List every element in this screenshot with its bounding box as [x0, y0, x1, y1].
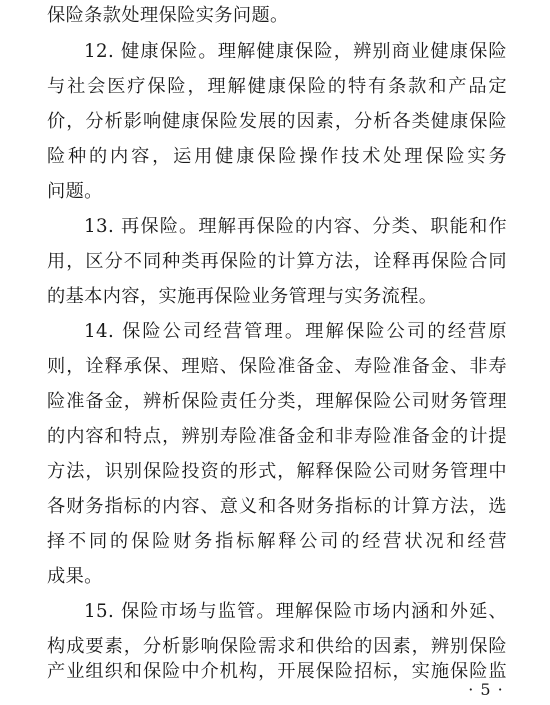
text-line: 择不同的保险财务指标解释公司的经营状况和经营 — [47, 531, 507, 552]
section-13-heading-line: 13. 再保险。理解再保险的内容、分类、职能和作 — [84, 216, 507, 237]
text-line: 产业组织和保险中介机构，开展保险招标，实施保险监 — [47, 661, 507, 682]
section-15-heading-line: 15. 保险市场与监管。理解保险市场内涵和外延、 — [84, 601, 507, 622]
text-line: 问题。 — [47, 181, 103, 202]
text-line: 方法，识别保险投资的形式，解释保险公司财务管理中 — [47, 461, 507, 482]
text-line: 各财务指标的内容、意义和各财务指标的计算方法，选 — [47, 496, 507, 517]
text-line: 价，分析影响健康保险发展的因素，分析各类健康保险 — [47, 111, 507, 132]
text-line: 则，诠释承保、理赔、保险准备金、寿险准备金、非寿 — [47, 356, 507, 377]
text-line: 险种的内容，运用健康保险操作技术处理保险实务 — [47, 146, 507, 167]
text-line: 用，区分不同种类再保险的计算方法，诠释再保险合同 — [47, 251, 507, 272]
text-line: 险准备金，辨析保险责任分类，理解保险公司财务管理 — [47, 391, 507, 412]
page-number: · 5 · — [468, 680, 504, 699]
text-line: 的基本内容，实施再保险业务管理与实务流程。 — [47, 286, 438, 307]
section-14-heading-line: 14. 保险公司经营管理。理解保险公司的经营原 — [84, 321, 507, 342]
section-12-heading-line: 12. 健康保险。理解健康保险，辨别商业健康保险 — [84, 41, 507, 62]
text-line-continuation: 保险条款处理保险实务问题。 — [47, 5, 289, 26]
text-line: 成果。 — [47, 566, 103, 587]
text-line: 与社会医疗保险，理解健康保险的特有条款和产品定 — [47, 76, 507, 97]
text-line: 的内容和特点，辨别寿险准备金和非寿险准备金的计提 — [47, 426, 507, 447]
text-line: 构成要素，分析影响保险需求和供给的因素，辨别保险 — [47, 636, 507, 657]
